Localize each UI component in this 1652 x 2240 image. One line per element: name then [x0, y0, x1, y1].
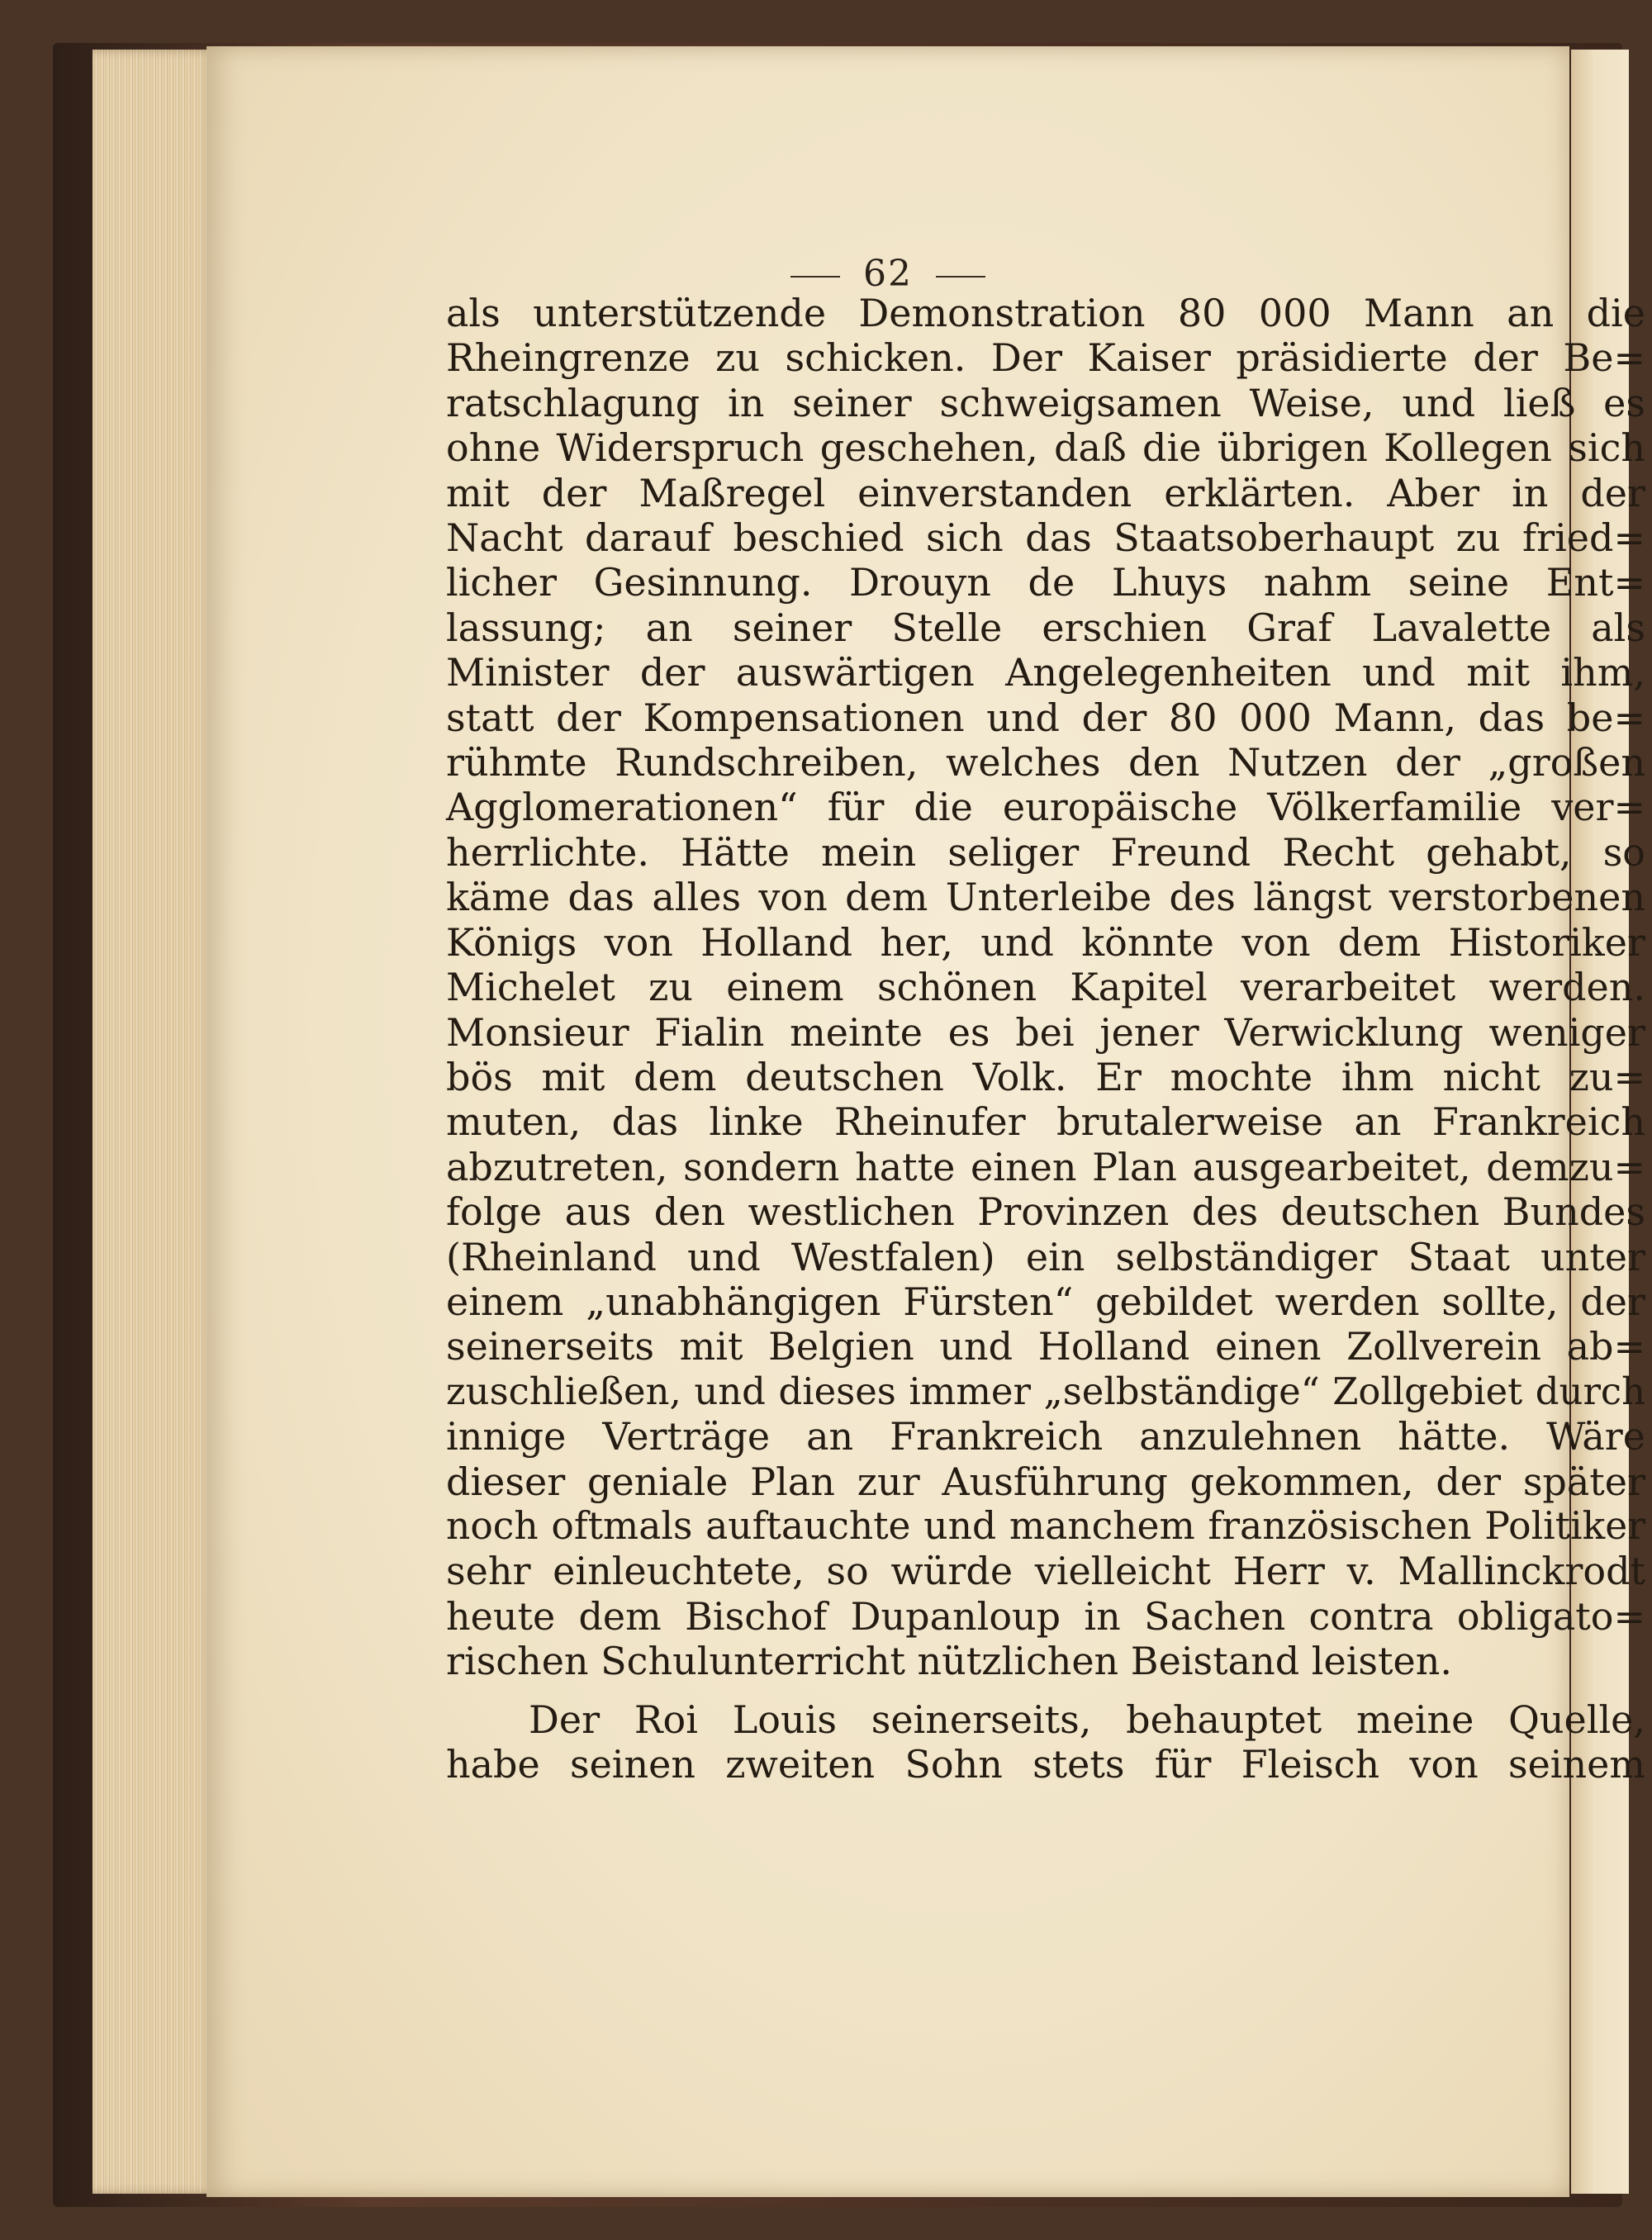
- text-line: innige Verträge an Frankreich anzulehnen hätte. Wäre: [446, 1414, 1645, 1459]
- text-line: Königs von Holland her, und könnte von dem Historiker: [446, 919, 1645, 965]
- text-line: Michelet zu einem schönen Kapitel verarbeitet werden.: [446, 965, 1645, 1010]
- text-line: mit der Maßregel einverstanden erklärten. Aber in der: [446, 470, 1645, 515]
- body-text: [446, 291, 1645, 1787]
- text-line: noch oftmals auftauchte und manchem französischen Politiker: [446, 1503, 1645, 1548]
- book-page: [206, 46, 1645, 2197]
- text-line: seinerseits mit Belgien und Holland einen Zollverein ab=: [446, 1324, 1645, 1369]
- text-line: käme das alles von dem Unterleibe des längst verstorbenen: [446, 875, 1645, 920]
- text-line: rühmte Rundschreiben, welches den Nutzen der „großen: [446, 740, 1645, 785]
- text-line: einem „unabhängigen Fürsten“ gebildet werden sollte, der: [446, 1279, 1645, 1324]
- page-edges: [93, 50, 216, 2194]
- text-line: Minister der auswärtigen Angelegenheiten und mit ihm,: [446, 650, 1645, 695]
- text-line: (Rheinland und Westfalen) ein selbständiger Staat unter: [446, 1234, 1645, 1279]
- text-line: Agglomerationen“ für die europäische Völkerfamilie ver=: [446, 785, 1645, 830]
- text-line: herrlichte. Hätte mein seliger Freund Recht gehabt, so: [446, 829, 1645, 875]
- text-line: abzutreten, sondern hatte einen Plan ausgearbeitet, demzu=: [446, 1144, 1645, 1189]
- text-line: als unterstützende Demonstration 80 000 Mann an die: [446, 291, 1645, 335]
- text-line: Rheingrenze zu schicken. Der Kaiser präsidierte der Be=: [446, 335, 1645, 381]
- text-line: ohne Widerspruch geschehen, daß die übrigen Kollegen sich: [446, 425, 1645, 471]
- paragraph-2: [446, 1697, 1645, 1787]
- text-line: bös mit dem deutschen Volk. Er mochte ihm nicht zu=: [446, 1054, 1645, 1099]
- text-line: heute dem Bischof Dupanloup in Sachen contra obligato=: [446, 1593, 1645, 1639]
- text-line: habe seinen zweiten Sohn stets für Fleisch von seinem: [446, 1742, 1645, 1787]
- left-dash: [790, 276, 840, 278]
- text-line: ratschlagung in seiner schweigsamen Weise, und ließ es: [446, 380, 1645, 425]
- text-line: dieser geniale Plan zur Ausführung gekommen, der später: [446, 1459, 1645, 1504]
- text-line: sehr einleuchtete, so würde vielleicht Herr v. Mallinckrodt: [446, 1549, 1645, 1594]
- text-line: Monsieur Fialin meinte es bei jener Verwicklung weniger: [446, 1009, 1645, 1055]
- text-line: folge aus den westlichen Provinzen des deutschen Bundes: [446, 1189, 1645, 1235]
- text-line: lassung; an seiner Stelle erschien Graf Lavalette als: [446, 605, 1645, 650]
- page-number: 62: [863, 253, 913, 295]
- text-line: licher Gesinnung. Drouyn de Lhuys nahm seine Ent=: [446, 560, 1645, 605]
- text-line: zuschließen, und dieses immer „selbständige“ Zollgebiet durch: [446, 1369, 1645, 1413]
- page-number-header: [206, 253, 1569, 295]
- text-line: muten, das linke Rheinufer brutalerweise an Frankreich: [446, 1099, 1645, 1145]
- text-line: Der Roi Louis seinerseits, behauptet meine Quelle,: [529, 1697, 1645, 1742]
- right-dash: [936, 276, 985, 278]
- text-line: rischen Schulunterricht nützlichen Beistand leisten.: [446, 1639, 1452, 1684]
- text-line: statt der Kompensationen und der 80 000 Mann, das be=: [446, 695, 1645, 740]
- text-line: Nacht darauf beschied sich das Staatsoberhaupt zu fried=: [446, 515, 1645, 561]
- paragraph-gap: [446, 1684, 1645, 1697]
- paragraph-1: [446, 291, 1645, 1684]
